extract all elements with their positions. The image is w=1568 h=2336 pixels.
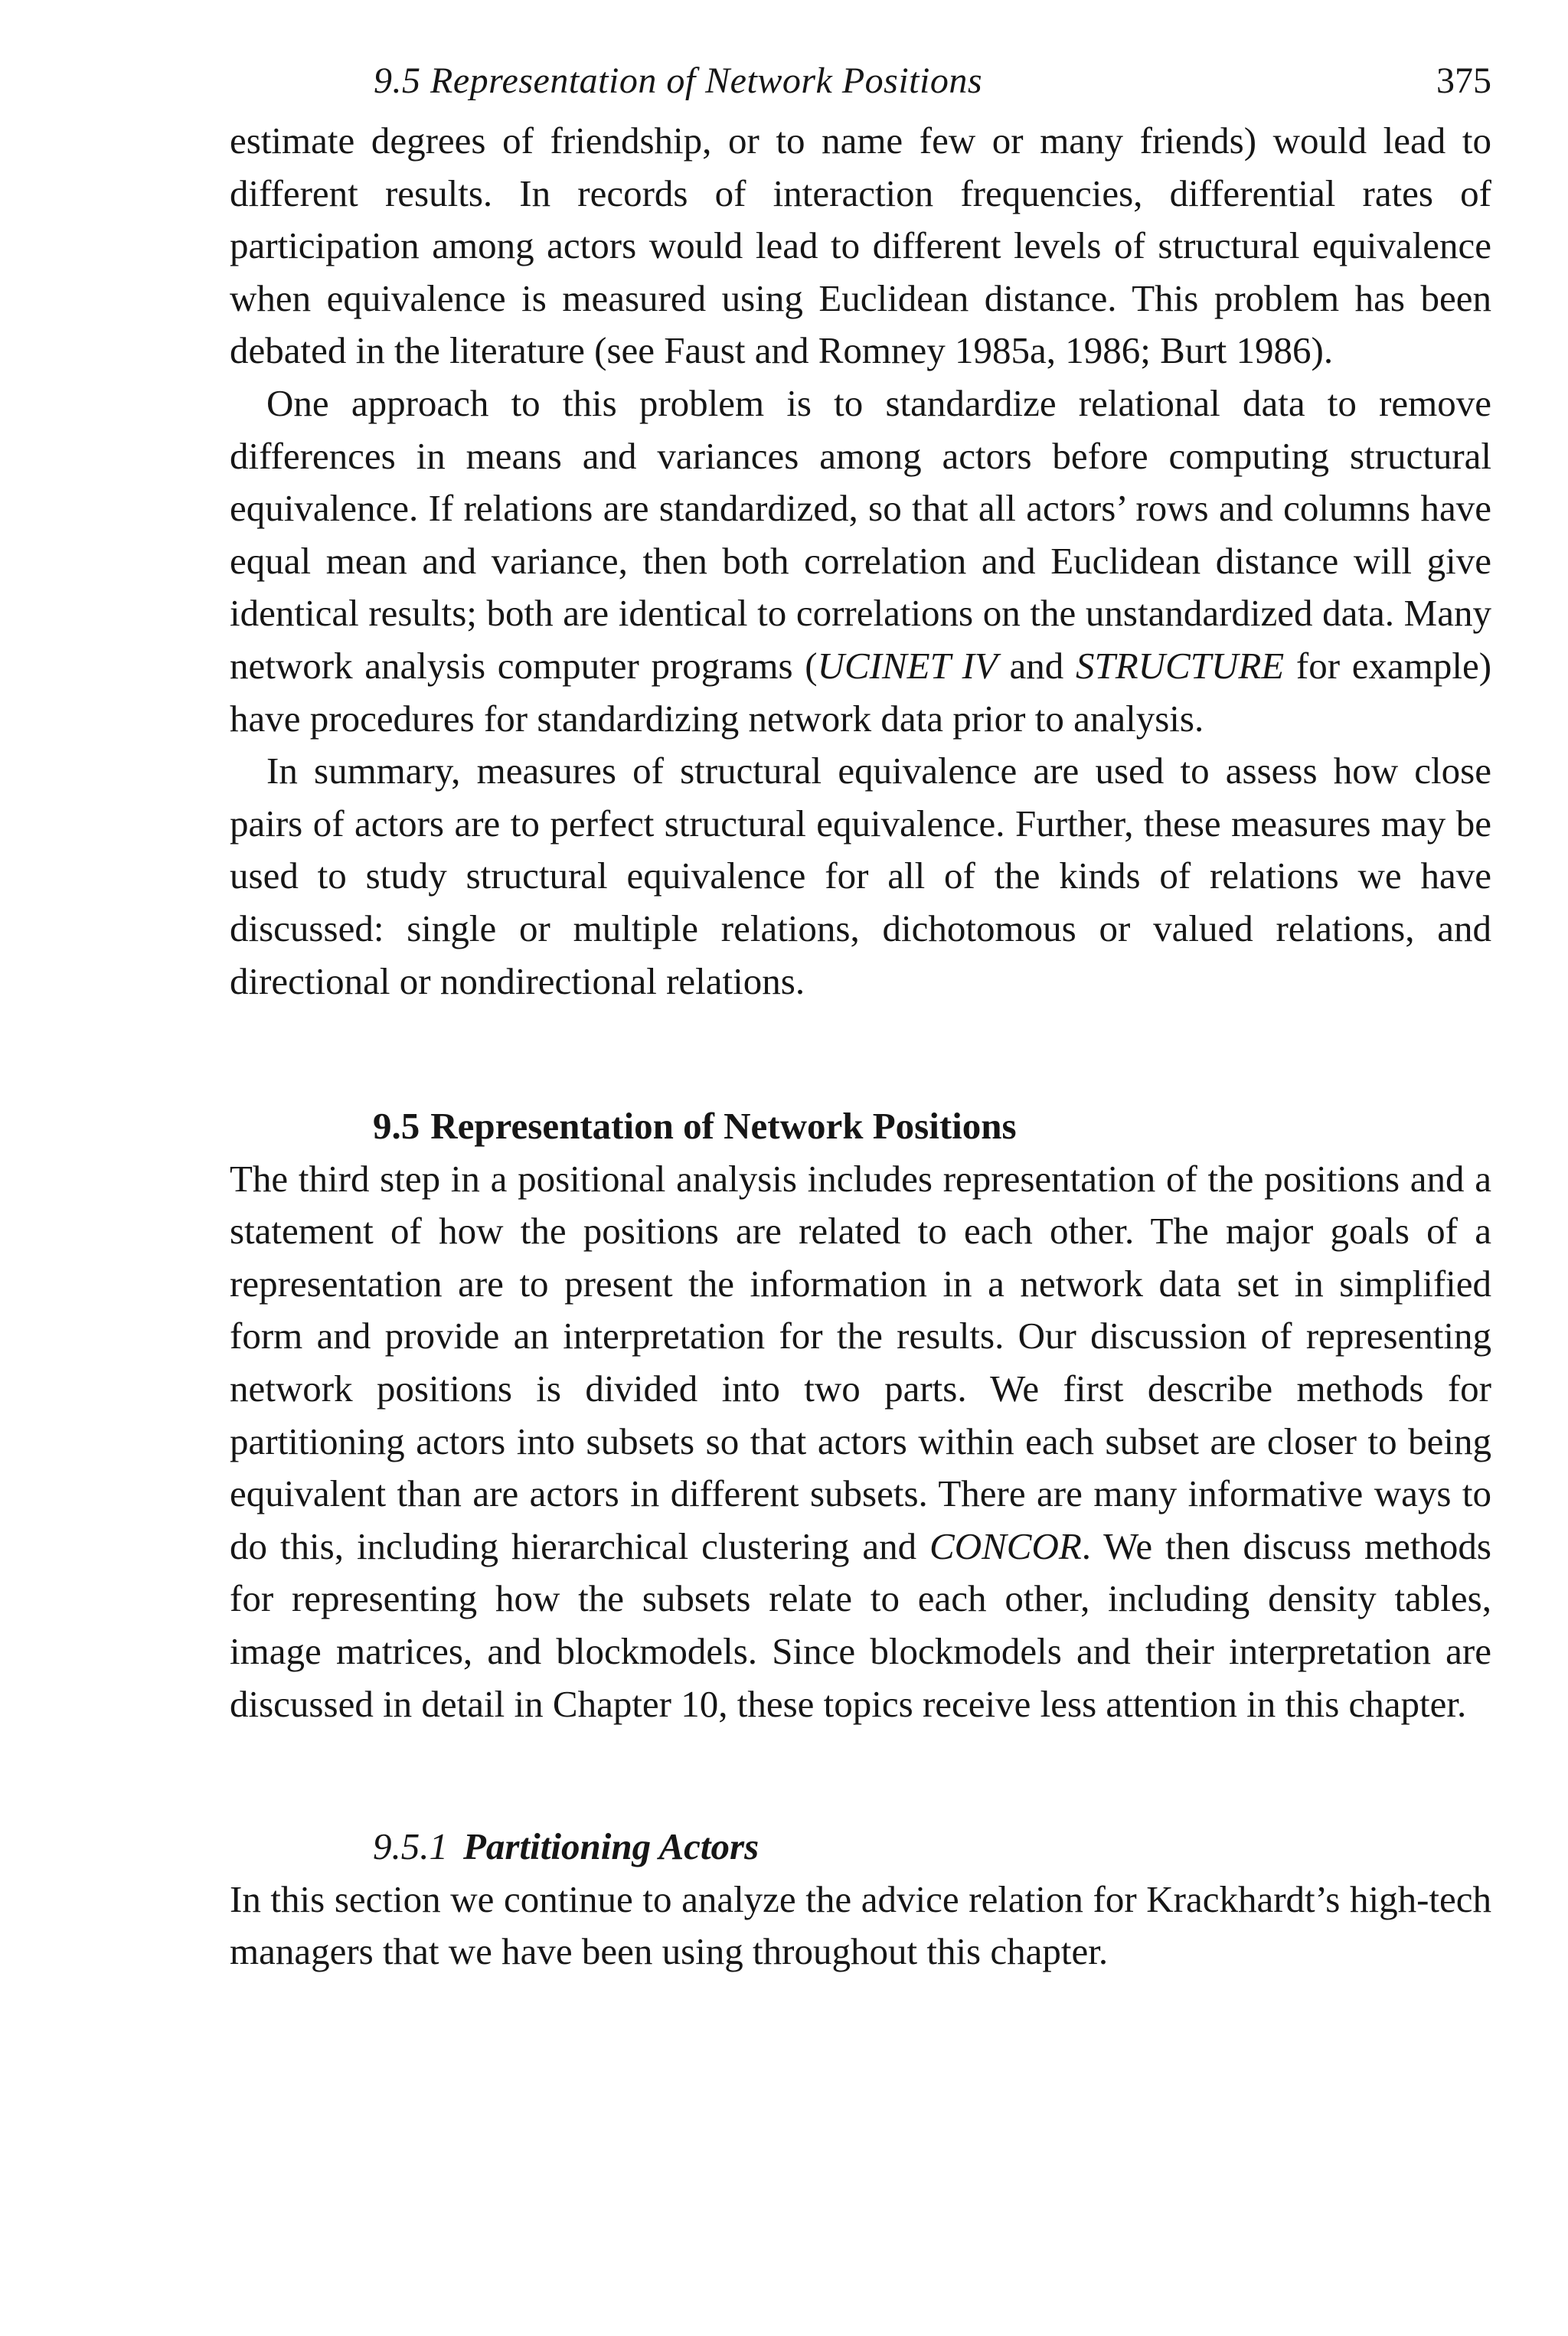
section-heading — [230, 1100, 1491, 1153]
method-name-concor: CONCOR — [929, 1524, 1082, 1567]
section-title: Representation of Network Positions — [430, 1105, 1017, 1148]
paragraph-summary: In summary, measures of structural equivalence are used to assess how close pairs of actors are to perfect structural equivalence. Further, these measures may be used to study structural equivalence for all of the kinds of relations we have discussed: single or multiple relations, dichotomous or valued relations, and directional or nondirectional relations. — [230, 750, 1491, 1002]
running-head-title: 9.5 Representation of Network Positions — [374, 60, 982, 101]
paragraph-text: and — [997, 644, 1076, 687]
program-name-ucinet: UCINET IV — [817, 644, 998, 687]
paragraph-text: . We then discuss methods for representing how the subsets relate to each other, including density tables, image matrices, and blockmodels. Since blockmodels and their interpretation are discussed in detail in Chapter 10, these topics receive less attention in this chapter. — [230, 1524, 1492, 1725]
running-head — [230, 46, 1491, 115]
section-paragraph — [230, 1153, 1491, 1731]
book-page — [230, 46, 1491, 1978]
section-number: 9.5 — [373, 1105, 420, 1148]
program-name-structure: STRUCTURE — [1075, 644, 1285, 687]
subsection-paragraph: In this section we continue to analyze the advice relation for Krackhardt’s high-tech managers that we have been using throughout this chapter. — [230, 1877, 1491, 1973]
paragraph-text: One approach to this problem is to standardize relational data to remove differences in means and variances among actors before computing structural equivalence. If relations are standardized, so that all actors’ rows and columns have equal mean and variance, then both correlation and Euclidean distance will give identical results; both are identical to correlations on the unstandardized data. Many network analysis computer programs ( — [230, 381, 1491, 687]
paragraph-standardization — [230, 377, 1491, 745]
paragraph-continued: estimate degrees of friendship, or to name few or many friends) would lead to different results. In records of interaction frequencies, differential rates of participation among actors would lead to different levels of structural equivalence when equivalence is measured using Euclidean distance. This problem has been debated in the literature (see Faust and Romney 1985a, 1986; Burt 1986). — [230, 119, 1491, 372]
paragraph-text: The third step in a positional analysis includes representation of the positions and a statement of how the positions are related to each other. The major goals of a representation are to present the information in a network data set in simplified form and provide an interpretation for the results. Our discussion of representing network positions is divided into two parts. We first describe methods for partitioning actors into subsets so that actors within each subset are closer to being equivalent than are actors in different subsets. There are many informative ways to do this, including hierarchical clustering and — [230, 1157, 1491, 1567]
subsection-number: 9.5.1 — [373, 1825, 448, 1868]
subsection-heading — [230, 1821, 1491, 1874]
paragraph-text: for example) have procedures for standardizing network data prior to analysis. — [230, 644, 1492, 740]
subsection-title: Partitioning Actors — [463, 1825, 760, 1868]
page-number: 375 — [1436, 60, 1491, 101]
